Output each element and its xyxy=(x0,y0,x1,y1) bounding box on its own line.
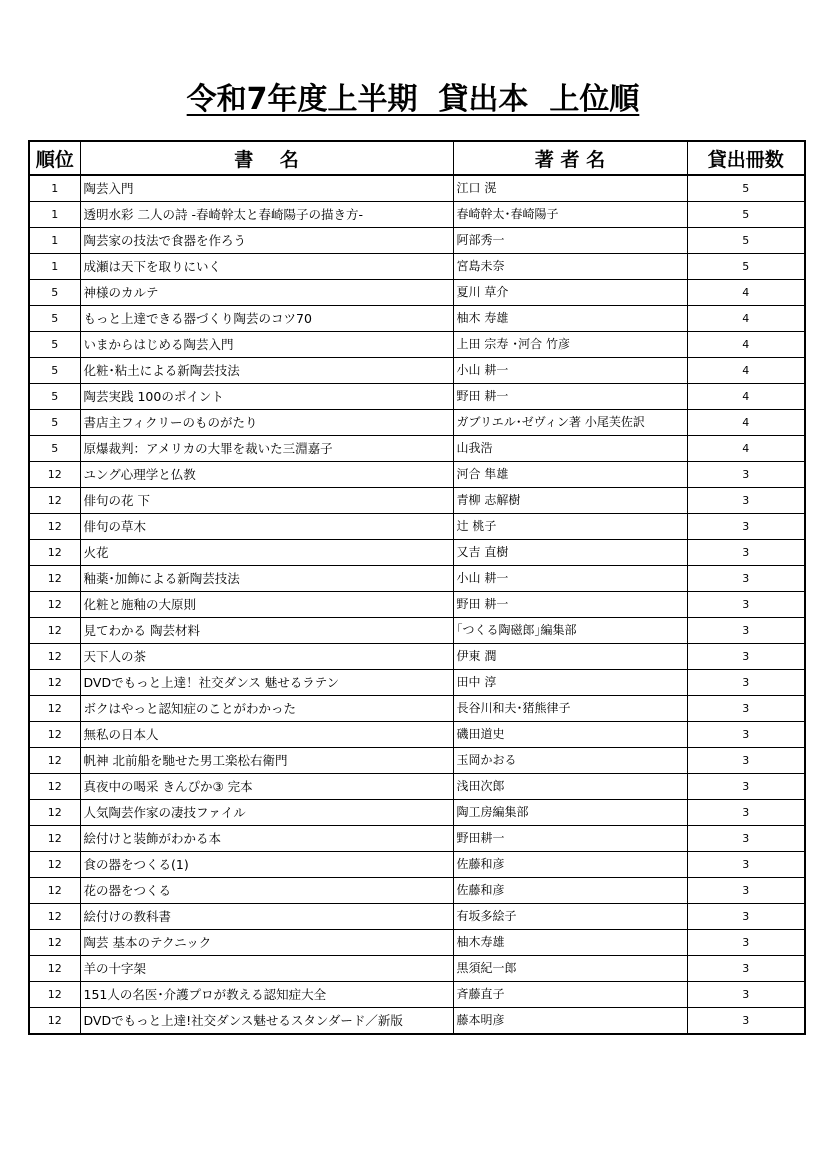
table-row xyxy=(29,722,805,748)
table-row xyxy=(29,1008,805,1035)
rank-cell: 12 xyxy=(29,826,80,852)
book-title-cell: 陶芸入門 xyxy=(80,175,453,202)
book-title-cell: 真夜中の喝采 きんぴか③ 完本 xyxy=(80,774,453,800)
author-cell: 長谷川和夫･猪熊律子 xyxy=(453,696,687,722)
book-title-cell: 書店主フィクリーのものがたり xyxy=(80,410,453,436)
author-cell: 河合 隼雄 xyxy=(453,462,687,488)
table-row xyxy=(29,254,805,280)
table-row xyxy=(29,696,805,722)
loan-count-cell: 3 xyxy=(687,904,805,930)
rank-cell: 12 xyxy=(29,982,80,1008)
book-title-cell: ボクはやっと認知症のことがわかった xyxy=(80,696,453,722)
book-title-cell: 俳句の花 下 xyxy=(80,488,453,514)
header-title: 書 名 xyxy=(80,141,453,175)
book-title-cell: 火花 xyxy=(80,540,453,566)
book-title-cell: 天下人の茶 xyxy=(80,644,453,670)
table-row xyxy=(29,800,805,826)
rank-cell: 12 xyxy=(29,956,80,982)
author-cell: 野田 耕一 xyxy=(453,592,687,618)
table-row xyxy=(29,228,805,254)
author-cell: 夏川 草介 xyxy=(453,280,687,306)
table-row xyxy=(29,280,805,306)
book-title-cell: 花の器をつくる xyxy=(80,878,453,904)
rank-cell: 12 xyxy=(29,618,80,644)
table-row xyxy=(29,618,805,644)
author-cell: 阿部秀一 xyxy=(453,228,687,254)
rank-cell: 12 xyxy=(29,514,80,540)
book-title-cell: 羊の十字架 xyxy=(80,956,453,982)
rank-cell: 12 xyxy=(29,462,80,488)
table-row xyxy=(29,904,805,930)
header-rank: 順位 xyxy=(29,141,80,175)
author-cell: 野田 耕一 xyxy=(453,384,687,410)
loan-count-cell: 4 xyxy=(687,280,805,306)
table-row xyxy=(29,306,805,332)
table-row xyxy=(29,878,805,904)
loan-count-cell: 3 xyxy=(687,722,805,748)
table-row xyxy=(29,436,805,462)
loan-count-cell: 4 xyxy=(687,436,805,462)
loan-count-cell: 3 xyxy=(687,540,805,566)
loan-count-cell: 5 xyxy=(687,175,805,202)
table-row xyxy=(29,540,805,566)
table-row xyxy=(29,175,805,202)
book-title-cell: DVDでもっと上達!社交ダンス魅せるスタンダード／新版 xyxy=(80,1008,453,1035)
loan-count-cell: 3 xyxy=(687,618,805,644)
book-title-cell: 151人の名医･介護プロが教える認知症大全 xyxy=(80,982,453,1008)
book-title-cell: 絵付けと装飾がわかる本 xyxy=(80,826,453,852)
rank-cell: 12 xyxy=(29,800,80,826)
author-cell: 玉岡かおる xyxy=(453,748,687,774)
table-row xyxy=(29,670,805,696)
book-title-cell: 成瀬は天下を取りにいく xyxy=(80,254,453,280)
rank-cell: 1 xyxy=(29,254,80,280)
table-row xyxy=(29,566,805,592)
rank-cell: 12 xyxy=(29,748,80,774)
loan-count-cell: 4 xyxy=(687,384,805,410)
table-row xyxy=(29,332,805,358)
author-cell: 青柳 志解樹 xyxy=(453,488,687,514)
author-cell: 野田耕一 xyxy=(453,826,687,852)
table-row xyxy=(29,202,805,228)
loan-count-cell: 3 xyxy=(687,774,805,800)
book-title-cell: 俳句の草木 xyxy=(80,514,453,540)
rank-cell: 5 xyxy=(29,384,80,410)
author-cell: 春崎幹太･春崎陽子 xyxy=(453,202,687,228)
rank-cell: 5 xyxy=(29,410,80,436)
ranking-table xyxy=(28,140,806,1035)
loan-count-cell: 3 xyxy=(687,566,805,592)
book-title-cell: 化粧･粘土による新陶芸技法 xyxy=(80,358,453,384)
rank-cell: 12 xyxy=(29,644,80,670)
loan-count-cell: 4 xyxy=(687,332,805,358)
table-header xyxy=(29,141,805,175)
rank-cell: 1 xyxy=(29,175,80,202)
author-cell: 佐藤和彦 xyxy=(453,878,687,904)
rank-cell: 12 xyxy=(29,722,80,748)
book-title-cell: DVDでもっと上達！社交ダンス 魅せるラテン xyxy=(80,670,453,696)
rank-cell: 12 xyxy=(29,696,80,722)
loan-count-cell: 3 xyxy=(687,826,805,852)
table-row xyxy=(29,930,805,956)
rank-cell: 12 xyxy=(29,592,80,618)
loan-count-cell: 3 xyxy=(687,748,805,774)
author-cell: 伊東 潤 xyxy=(453,644,687,670)
rank-cell: 12 xyxy=(29,488,80,514)
loan-count-cell: 3 xyxy=(687,670,805,696)
author-cell: 藤本明彦 xyxy=(453,1008,687,1035)
rank-cell: 12 xyxy=(29,904,80,930)
loan-count-cell: 3 xyxy=(687,488,805,514)
table-row xyxy=(29,514,805,540)
loan-count-cell: 3 xyxy=(687,1008,805,1035)
author-cell: 柚木 寿雄 xyxy=(453,306,687,332)
page-title-text: 令和7年度上半期 貸出本 上位順 xyxy=(186,82,640,117)
loan-count-cell: 3 xyxy=(687,644,805,670)
book-title-cell: 見てわかる 陶芸材料 xyxy=(80,618,453,644)
rank-cell: 12 xyxy=(29,930,80,956)
loan-count-cell: 3 xyxy=(687,696,805,722)
header-count: 貸出冊数 xyxy=(687,141,805,175)
table-row xyxy=(29,956,805,982)
loan-count-cell: 3 xyxy=(687,852,805,878)
author-cell: 磯田道史 xyxy=(453,722,687,748)
author-cell: 辻 桃子 xyxy=(453,514,687,540)
rank-cell: 12 xyxy=(29,852,80,878)
book-title-cell: 人気陶芸作家の凄技ファイル xyxy=(80,800,453,826)
loan-count-cell: 3 xyxy=(687,462,805,488)
book-title-cell: 陶芸 基本のテクニック xyxy=(80,930,453,956)
table-row xyxy=(29,774,805,800)
table-row xyxy=(29,826,805,852)
loan-count-cell: 3 xyxy=(687,514,805,540)
loan-count-cell: 4 xyxy=(687,410,805,436)
page-title xyxy=(0,74,826,118)
author-cell: ｢つくる陶磁郎｣編集部 xyxy=(453,618,687,644)
table-row xyxy=(29,488,805,514)
rank-cell: 12 xyxy=(29,670,80,696)
author-cell: 有坂多絵子 xyxy=(453,904,687,930)
loan-count-cell: 3 xyxy=(687,878,805,904)
loan-count-cell: 5 xyxy=(687,202,805,228)
author-cell: 浅田次郎 xyxy=(453,774,687,800)
loan-count-cell: 3 xyxy=(687,592,805,618)
loan-count-cell: 3 xyxy=(687,800,805,826)
book-title-cell: 神様のカルテ xyxy=(80,280,453,306)
rank-cell: 12 xyxy=(29,878,80,904)
book-title-cell: もっと上達できる器づくり陶芸のコツ70 xyxy=(80,306,453,332)
author-cell: 黒須紀一郎 xyxy=(453,956,687,982)
author-cell: 田中 淳 xyxy=(453,670,687,696)
rank-cell: 5 xyxy=(29,332,80,358)
book-title-cell: 無私の日本人 xyxy=(80,722,453,748)
table-body xyxy=(29,175,805,1034)
author-cell: 柚木寿雄 xyxy=(453,930,687,956)
table-row xyxy=(29,982,805,1008)
loan-count-cell: 4 xyxy=(687,306,805,332)
rank-cell: 5 xyxy=(29,436,80,462)
book-title-cell: 陶芸実践 100のポイント xyxy=(80,384,453,410)
rank-cell: 1 xyxy=(29,202,80,228)
table-row xyxy=(29,384,805,410)
book-title-cell: 絵付けの教科書 xyxy=(80,904,453,930)
author-cell: 山我浩 xyxy=(453,436,687,462)
header-author: 著 者 名 xyxy=(453,141,687,175)
rank-cell: 12 xyxy=(29,774,80,800)
rank-cell: 12 xyxy=(29,540,80,566)
table-row xyxy=(29,852,805,878)
book-title-cell: 食の器をつくる(1) xyxy=(80,852,453,878)
book-title-cell: 透明水彩 二人の詩 -春崎幹太と春崎陽子の描き方- xyxy=(80,202,453,228)
author-cell: 又吉 直樹 xyxy=(453,540,687,566)
author-cell: 小山 耕一 xyxy=(453,358,687,384)
rank-cell: 12 xyxy=(29,1008,80,1035)
author-cell: 斉藤直子 xyxy=(453,982,687,1008)
book-title-cell: 釉薬･加飾による新陶芸技法 xyxy=(80,566,453,592)
loan-count-cell: 3 xyxy=(687,982,805,1008)
table-row xyxy=(29,644,805,670)
rank-cell: 1 xyxy=(29,228,80,254)
table-row xyxy=(29,410,805,436)
author-cell: 陶工房編集部 xyxy=(453,800,687,826)
table-row xyxy=(29,748,805,774)
table-row xyxy=(29,462,805,488)
loan-count-cell: 5 xyxy=(687,254,805,280)
header-row xyxy=(29,141,805,175)
author-cell: 小山 耕一 xyxy=(453,566,687,592)
book-title-cell: 原爆裁判：アメリカの大罪を裁いた三淵嘉子 xyxy=(80,436,453,462)
book-title-cell: いまからはじめる陶芸入門 xyxy=(80,332,453,358)
book-title-cell: 陶芸家の技法で食器を作ろう xyxy=(80,228,453,254)
rank-cell: 5 xyxy=(29,358,80,384)
book-title-cell: 化粧と施釉の大原則 xyxy=(80,592,453,618)
table-row xyxy=(29,592,805,618)
author-cell: ガブリエル･ゼヴィン著 小尾芙佐訳 xyxy=(453,410,687,436)
loan-count-cell: 3 xyxy=(687,930,805,956)
rank-cell: 12 xyxy=(29,566,80,592)
rank-cell: 5 xyxy=(29,280,80,306)
table-row xyxy=(29,358,805,384)
loan-count-cell: 5 xyxy=(687,228,805,254)
book-title-cell: ユング心理学と仏教 xyxy=(80,462,453,488)
author-cell: 江口 滉 xyxy=(453,175,687,202)
rank-cell: 5 xyxy=(29,306,80,332)
loan-count-cell: 3 xyxy=(687,956,805,982)
loan-count-cell: 4 xyxy=(687,358,805,384)
author-cell: 上田 宗寿 ･河合 竹彦 xyxy=(453,332,687,358)
author-cell: 宮島未奈 xyxy=(453,254,687,280)
book-title-cell: 帆神 北前船を馳せた男工楽松右衛門 xyxy=(80,748,453,774)
author-cell: 佐藤和彦 xyxy=(453,852,687,878)
